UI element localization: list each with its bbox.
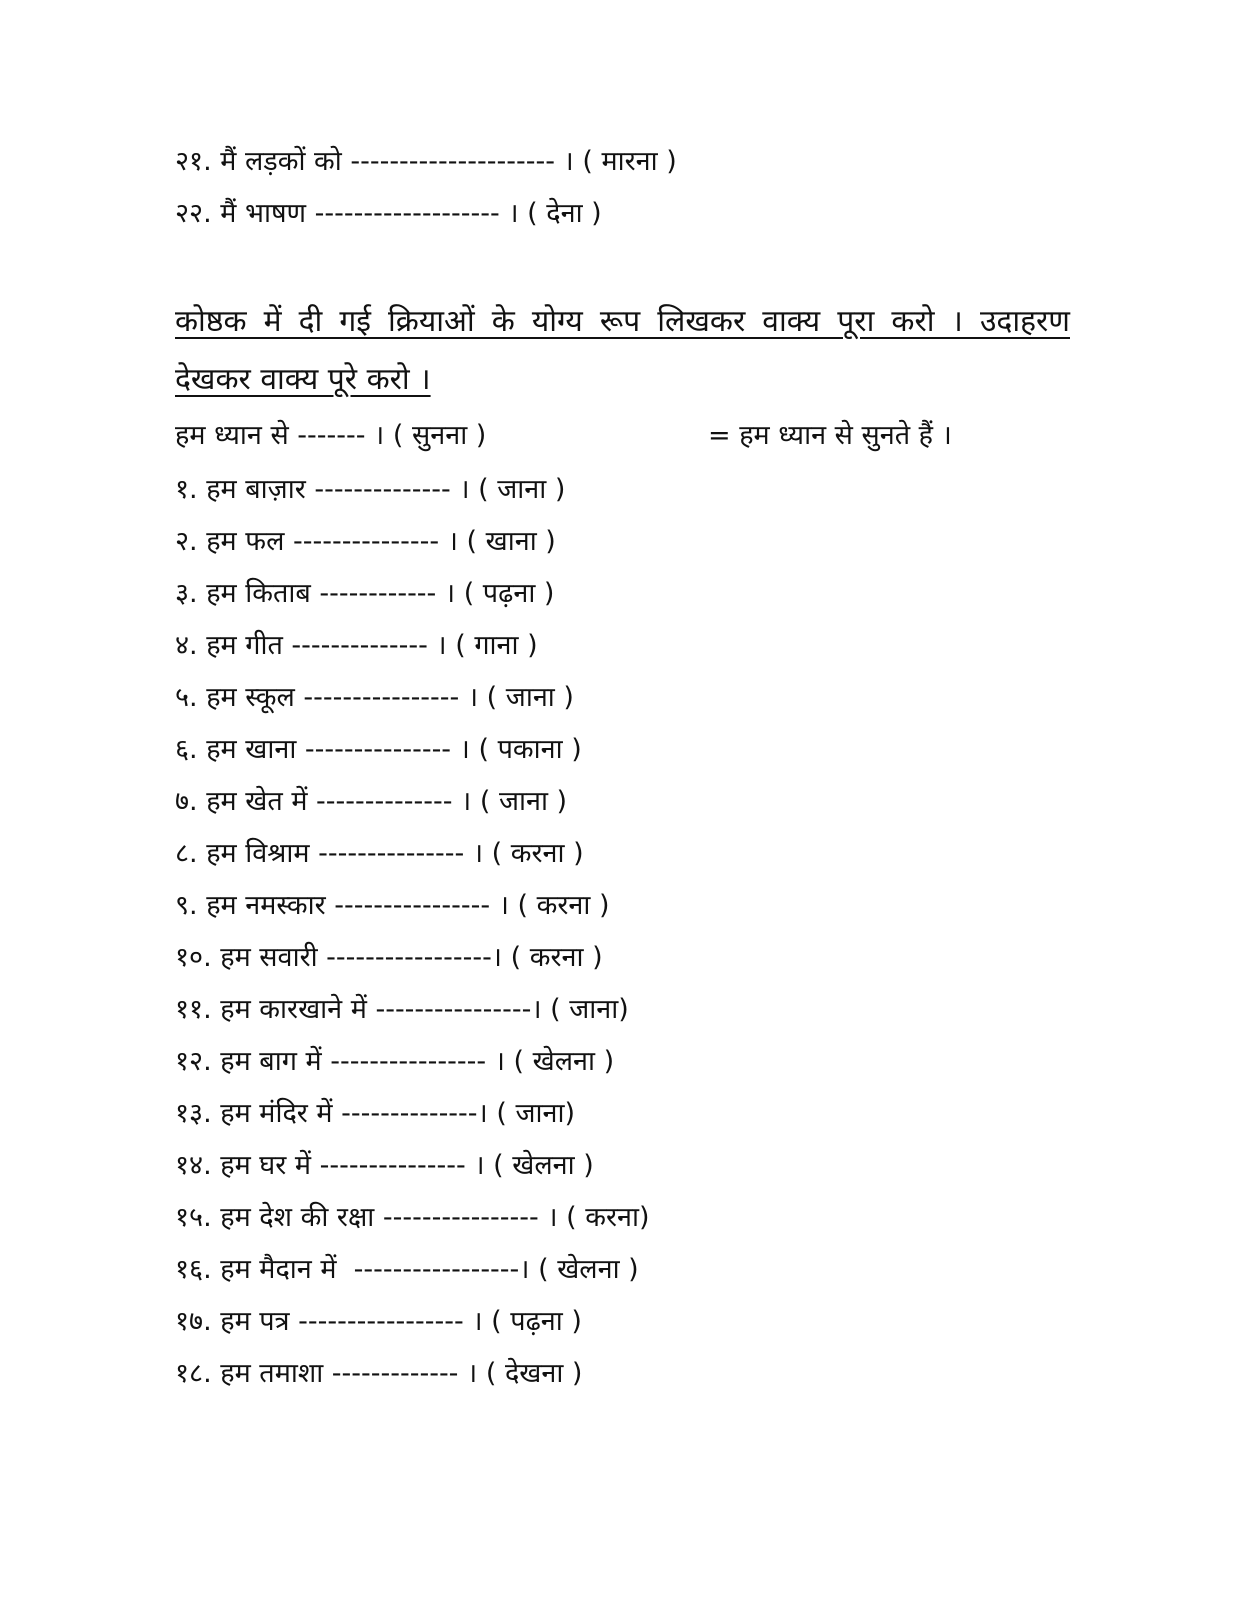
exercise-item-8: ८. हम विश्राम --------------- । ( करना ) [175,838,584,869]
exercise-item-12: १२. हम बाग में ---------------- । ( खेलना ) [175,1046,615,1077]
exercise-item-21: २१. मैं लड़कों को --------------------- । ( मारना ) [175,146,677,177]
exercise-item-11: ११. हम कारखाने में ----------------। ( जाना) [175,994,629,1025]
exercise-item-4: ४. हम गीत -------------- । ( गाना ) [175,630,538,661]
instruction-heading-line1: कोष्ठक में दी गई क्रियाओं के योग्य रूप लिखकर वाक्य पूरा करो । उदाहरण [175,304,1070,339]
exercise-item-14: १४. हम घर में --------------- । ( खेलना ) [175,1150,594,1181]
exercise-item-6: ६. हम खाना --------------- । ( पकाना ) [175,734,582,765]
exercise-item-10: १०. हम सवारी -----------------। ( करना ) [175,942,603,973]
example-answer: = हम ध्यान से सुनते हैं । [708,420,952,451]
exercise-item-9: ९. हम नमस्कार ---------------- । ( करना ) [175,890,610,921]
exercise-item-17: १७. हम पत्र ----------------- । ( पढ़ना ) [175,1306,582,1337]
exercise-item-18: १८. हम तमाशा ------------- । ( देखना ) [175,1358,583,1389]
exercise-item-13: १३. हम मंदिर में --------------। ( जाना) [175,1098,576,1129]
instruction-heading-line2: देखकर वाक्य पूरे करो । [175,362,431,397]
exercise-item-15: १५. हम देश की रक्षा ---------------- । ( करना) [175,1202,650,1233]
exercise-item-1: १. हम बाज़ार -------------- । ( जाना ) [175,474,566,505]
exercise-item-3: ३. हम किताब ------------ । ( पढ़ना ) [175,578,555,609]
exercise-item-16: १६. हम मैदान में -----------------। ( खेलना ) [175,1254,639,1285]
exercise-item-7: ७. हम खेत में -------------- । ( जाना ) [175,786,568,817]
exercise-item-2: २. हम फल --------------- । ( खाना ) [175,526,556,557]
example-question: हम ध्यान से ------- । ( सुनना ) [175,420,487,451]
exercise-item-5: ५. हम स्कूल ---------------- । ( जाना ) [175,682,574,713]
exercise-item-22: २२. मैं भाषण ------------------- । ( देना ) [175,198,602,229]
